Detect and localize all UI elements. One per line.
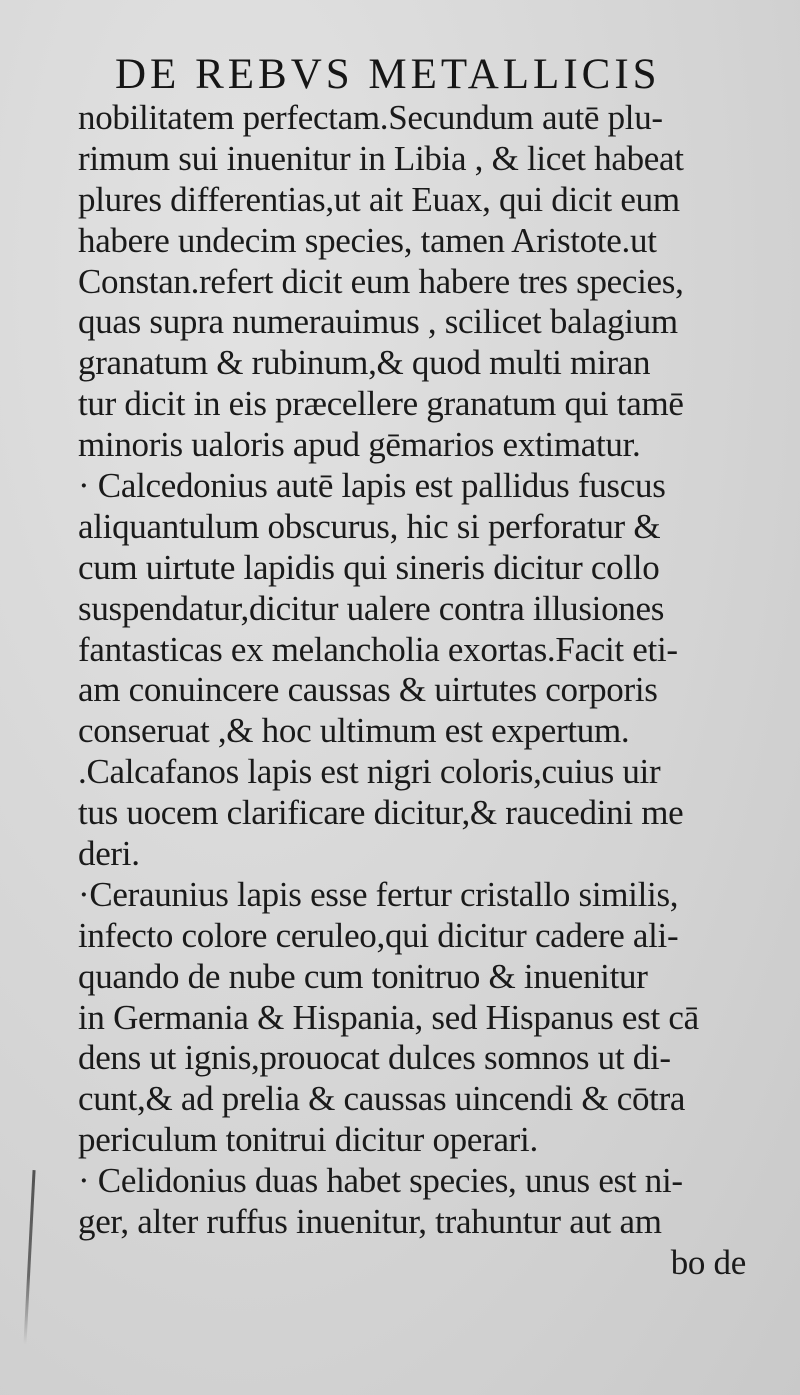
text-line: dens ut ignis,prouocat dulces somnos ut di- [78, 1038, 671, 1078]
text-line: quando de nube cum tonitruo & inuenitur [78, 956, 648, 996]
text-line: .Calcafanos lapis est nigri coloris,cuius uir [78, 752, 661, 792]
text-line: Constan.refert dicit eum habere tres species, [78, 261, 684, 301]
text-line: tus uocem clarificare dicitur,& raucedini me [78, 793, 684, 833]
text-line: · Celidonius duas habet species, unus est ni- [78, 1161, 683, 1201]
text-line: periculum tonitrui dicitur operari. [78, 1120, 538, 1160]
text-line: ·Ceraunius lapis esse fertur cristallo similis, [78, 874, 679, 914]
text-line: cunt,& ad prelia & caussas uincendi & cōtra [78, 1079, 686, 1119]
body-text [78, 98, 768, 1284]
text-line: aliquantulum obscurus, hic si perforatur & [78, 506, 661, 546]
text-line: plures differentias,ut ait Euax, qui dicit eum [78, 179, 680, 219]
catchword-line: bo de [670, 1242, 746, 1282]
text-line: ger, alter ruffus inuenitur, trahuntur aut am [78, 1202, 662, 1242]
text-line: cum uirtute lapidis qui sineris dicitur collo [78, 547, 660, 587]
text-line: tur dicit in eis præcellere granatum qui tamē [78, 384, 684, 424]
text-line: habere undecim species, tamen Aristote.ut [78, 220, 657, 260]
text-line: · Calcedonius autē lapis est pallidus fuscus [78, 466, 666, 506]
running-head: DE REBVS METALLICIS [115, 51, 661, 98]
text-line: in Germania & Hispania, sed Hispanus est cā [78, 997, 699, 1037]
text-line: rimum sui inuenitur in Libia , & licet habeat [78, 138, 684, 178]
text-line: nobilitatem perfectam.Secundum autē plu- [78, 98, 663, 137]
text-line: quas supra numerauimus , scilicet balagium [78, 302, 678, 342]
text-line: am conuincere caussas & uirtutes corporis [78, 670, 658, 710]
text-line: suspendatur,dicitur ualere contra illusiones [78, 588, 665, 628]
text-line: granatum & rubinum,& quod multi miran [78, 343, 651, 383]
text-line: conseruat ,& hoc ultimum est expertum. [78, 711, 630, 751]
text-line: fantasticas ex melancholia exortas.Facit eti- [78, 629, 678, 669]
text-line: deri. [78, 834, 140, 874]
page-edge-shadow [23, 1170, 35, 1345]
text-line: minoris ualoris apud gēmarios extimatur. [78, 425, 641, 465]
text-line: infecto colore ceruleo,qui dicitur cadere ali- [78, 915, 679, 955]
